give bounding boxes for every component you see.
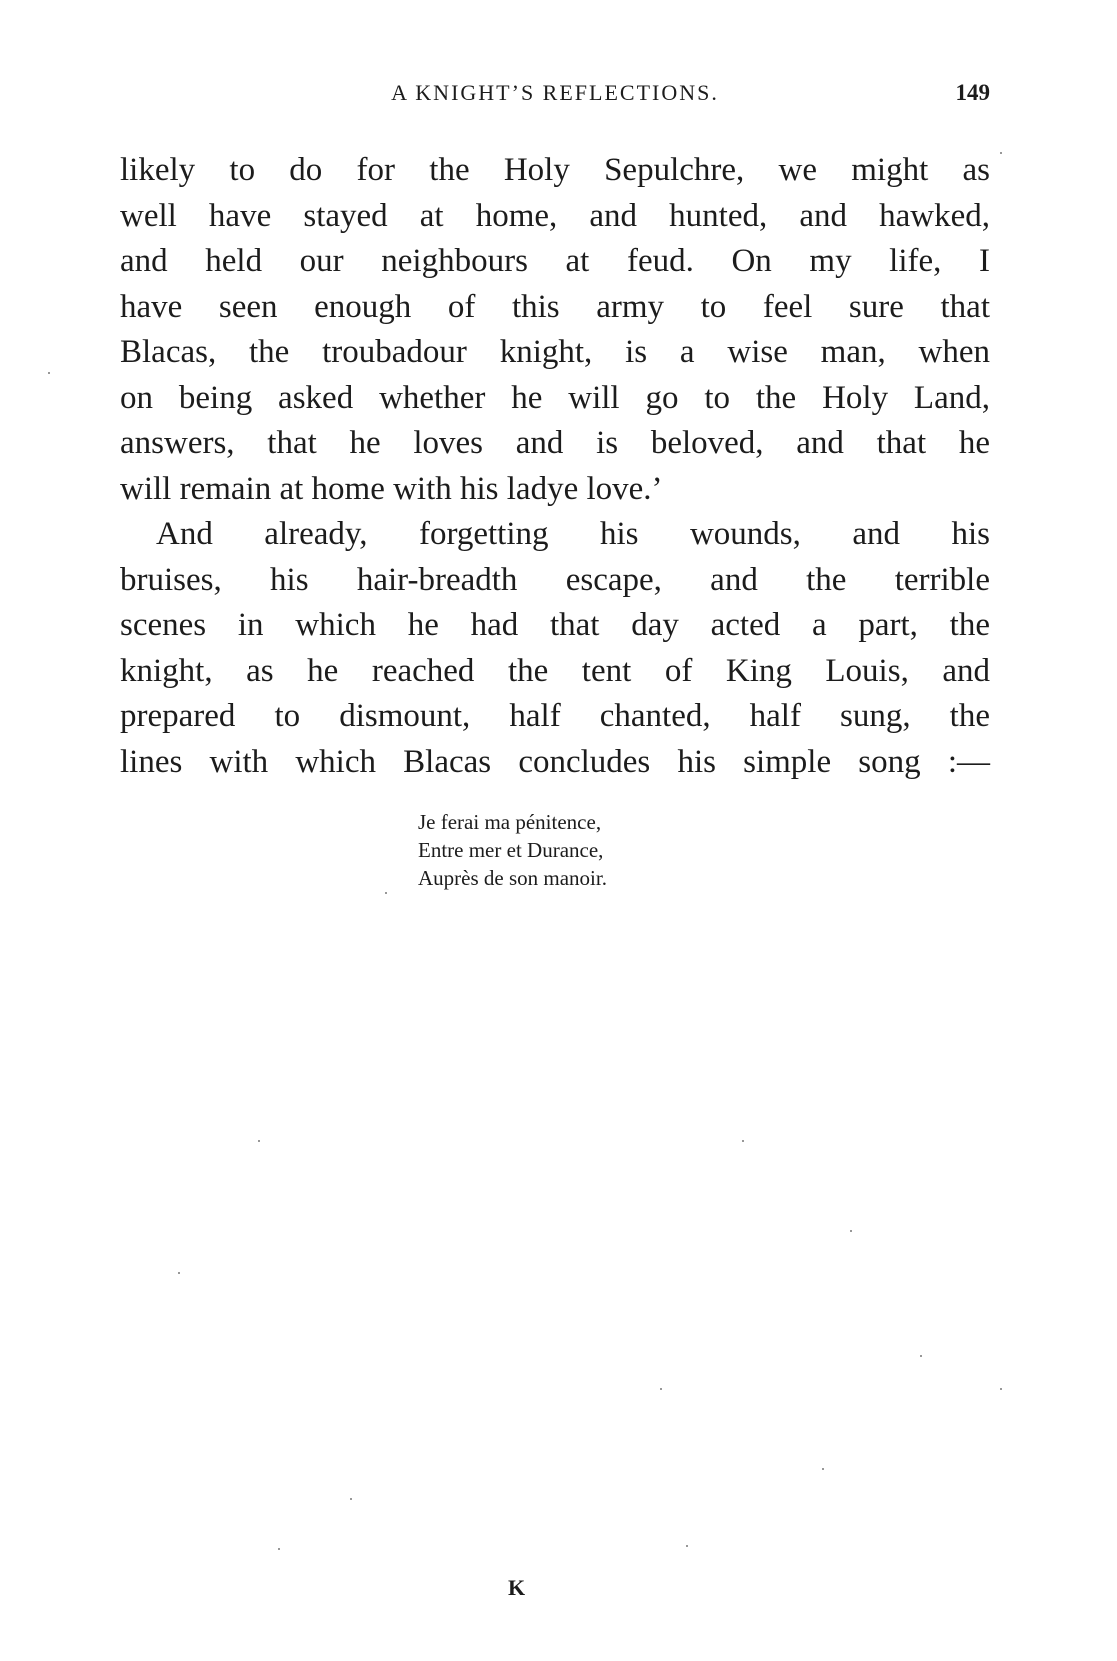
print-speck — [178, 1272, 180, 1274]
text-line: have seen enough of this army to feel sure that — [120, 288, 990, 325]
paragraph — [120, 148, 990, 512]
text-line: lines with which Blacas concludes his simple song :— — [120, 743, 990, 780]
verse-line: Entre mer et Durance, — [418, 838, 604, 862]
print-speck — [1000, 1388, 1002, 1390]
verse-line: Je ferai ma pénitence, — [418, 810, 602, 834]
signature-mark: K — [508, 1575, 526, 1600]
print-speck — [258, 1140, 260, 1142]
print-speck — [1000, 152, 1002, 154]
text-line: on being asked whether he will go to the Holy Land, — [120, 379, 990, 416]
print-speck — [742, 1140, 744, 1142]
body-text — [120, 148, 990, 785]
print-speck — [850, 1230, 852, 1232]
print-speck — [278, 1548, 280, 1550]
running-title: A KNIGHT’S REFLECTIONS. — [391, 80, 719, 105]
print-speck — [48, 372, 50, 374]
verse-line: Auprès de son manoir. — [418, 866, 607, 890]
print-speck — [920, 1355, 922, 1357]
text-line: knight, as he reached the tent of King Louis, and — [120, 652, 990, 689]
verse-quotation — [418, 808, 607, 892]
text-line: and held our neighbours at feud. On my life, I — [120, 243, 990, 279]
text-line: likely to do for the Holy Sepulchre, we might as — [120, 152, 990, 188]
print-speck — [686, 1545, 688, 1547]
text-line: scenes in which he had that day acted a part, the — [120, 607, 990, 643]
print-speck — [822, 1468, 824, 1470]
print-speck — [385, 892, 387, 894]
text-line: will remain at home with his ladye love.’ — [120, 470, 663, 507]
page-number: 149 — [955, 80, 990, 105]
text-line: bruises, his hair-breadth escape, and the terrible — [120, 561, 990, 598]
text-line: And already, forgetting his wounds, and his — [156, 516, 990, 552]
text-line: answers, that he loves and is beloved, and that he — [120, 425, 990, 461]
print-speck — [660, 1388, 662, 1390]
text-line: well have stayed at home, and hunted, and hawked, — [120, 197, 990, 234]
text-line: Blacas, the troubadour knight, is a wise man, when — [120, 334, 990, 370]
text-line: prepared to dismount, half chanted, half sung, the — [120, 698, 990, 734]
print-speck — [350, 1498, 352, 1500]
paragraph — [120, 512, 990, 785]
running-head — [120, 80, 990, 110]
